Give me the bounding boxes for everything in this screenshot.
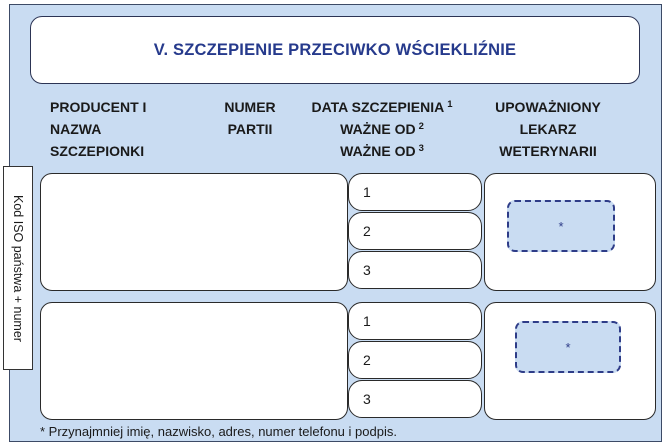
iso-code-label: Kod ISO państwa + numer — [11, 194, 25, 342]
header-producer — [50, 96, 146, 162]
vet-field-1[interactable] — [484, 173, 656, 291]
header-producer-line: NAZWA — [50, 121, 102, 137]
header-batch-line: NUMER — [224, 99, 276, 115]
header-vaccination-date — [300, 96, 464, 162]
date-slot-1-1[interactable]: 1 — [348, 173, 482, 211]
vet-stamp-area-1[interactable]: * — [507, 200, 615, 252]
date-slot-2-1[interactable]: 1 — [348, 302, 482, 340]
date-slot-2-2[interactable]: 2 — [348, 341, 482, 379]
section-title: V. SZCZEPIENIE PRZECIWKO WŚCIEKLIŹNIE — [153, 40, 517, 59]
vet-field-2[interactable] — [484, 302, 656, 420]
footnote-text: * Przynajmniej imię, nazwisko, adres, numer telefonu i podpis. — [40, 424, 397, 439]
header-batch-number — [218, 96, 282, 140]
header-date-line-2: WAŻNE OD $^2$ — [340, 121, 424, 137]
header-authorized-vet — [480, 96, 616, 162]
section-title-box — [30, 16, 640, 84]
producer-field-2[interactable] — [40, 302, 348, 420]
date-slot-1-2[interactable]: 2 — [348, 212, 482, 250]
footnote-ref-1: 1 — [447, 99, 453, 110]
header-producer-line: SZCZEPIONKI — [50, 143, 145, 159]
producer-field-1[interactable] — [40, 173, 348, 291]
date-slot-2-3[interactable]: 3 — [348, 380, 482, 418]
header-vet-line: UPOWAŻNIONY — [495, 99, 601, 115]
footnote-ref-3: 3 — [418, 143, 424, 154]
header-vet-line: LEKARZ — [519, 121, 577, 137]
date-slot-1-3[interactable]: 3 — [348, 251, 482, 289]
header-producer-line: PRODUCENT I — [50, 99, 147, 115]
header-vet-line: WETERYNARII — [499, 143, 597, 159]
header-date-line-3: WAŻNE OD $^3$ — [340, 143, 424, 159]
vet-stamp-area-2[interactable]: * — [515, 321, 621, 373]
header-batch-line: PARTII — [227, 121, 273, 137]
iso-code-tab — [3, 166, 33, 370]
header-date-line-1: DATA SZCZEPIENIA $^1$ — [311, 99, 453, 115]
footnote-ref-2: 2 — [418, 121, 424, 132]
